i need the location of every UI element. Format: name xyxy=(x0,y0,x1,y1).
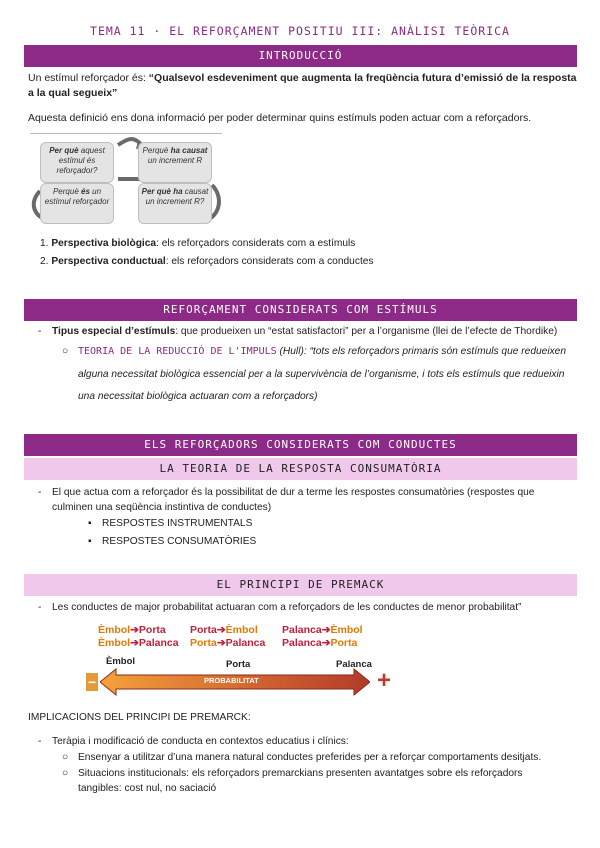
implication-item: ○ Situacions institucionals: els reforçadors premarckians presenten avantatges sobre els reforçadors tangibles: cost nul, no saciació xyxy=(62,768,523,794)
premack-pair: Porta➔Palanca xyxy=(190,637,266,649)
perspective-list xyxy=(40,236,570,269)
theory-title: TEORIA DE LA REDUCCIÓ DE L'IMPULS xyxy=(78,346,277,357)
list-item: ▪ RESPOSTES INSTRUMENTALS xyxy=(88,518,253,529)
implications-bullet: - Teràpia i modificació de conducta en contextos educatius i clínics: xyxy=(38,736,349,747)
square-bullet-icon: ▪ xyxy=(88,536,92,547)
square-bullet-icon: ▪ xyxy=(88,518,92,529)
scale-label-embol: Èmbol xyxy=(106,656,136,667)
dash-marker: - xyxy=(38,736,42,747)
dash-marker: - xyxy=(38,326,42,337)
premack-principle: - Les conductes de major probabilitat actuaran com a reforçadors de les conductes de menor probabilitat” xyxy=(38,602,522,613)
premack-pair: Porta➔Èmbol xyxy=(190,624,258,636)
estimuls-bullet: - Tipus especial d’estímuls: que produeixen un “estat satisfactori” per a l’organisme (llei de l’efecte de Thordike) xyxy=(38,326,558,337)
circle-marker: ○ xyxy=(62,768,69,779)
page-title: TEMA 11 · EL REFORÇAMENT POSITIU III: ANÀLISI TEÒRICA xyxy=(90,24,510,38)
circle-marker: ○ xyxy=(62,346,69,357)
list-item: ▪ RESPOSTES CONSUMATÒRIES xyxy=(88,536,257,547)
cycle-box-why-increase: Per què ha causat un increment R? xyxy=(138,183,212,224)
probability-label: PROBABILITAT xyxy=(204,676,259,685)
premack-pair: Èmbol➔Porta xyxy=(98,624,166,636)
minus-icon: − xyxy=(87,674,97,690)
cycle-box-why-reinforcer: Per què aquest estímul és reforçador? xyxy=(40,142,114,183)
section-header-intro: INTRODUCCIÓ xyxy=(24,45,577,67)
resposta-text: - El que actua com a reforçador és la possibilitat de dur a terme les respostes consumatòries (respostes que culminen una seqüència instintiva de conductes) xyxy=(38,487,535,513)
premack-pair: Èmbol➔Palanca xyxy=(98,637,179,649)
definition-prefix: Un estímul reforçador és: xyxy=(28,72,149,84)
scale-label-porta: Porta xyxy=(226,659,251,670)
intro-paragraph: Aquesta definició ens dona informació per poder determinar quins estímuls poden actuar com a reforçadors. xyxy=(28,112,532,124)
definition xyxy=(28,71,578,101)
subsection-header-resposta: LA TEORIA DE LA RESPOSTA CONSUMATÒRIA xyxy=(24,458,577,480)
scale-label-palanca: Palanca xyxy=(336,659,372,670)
plus-icon: + xyxy=(376,667,391,694)
section-header-estimuls: REFORÇAMENT CONSIDERATS COM ESTÍMULS xyxy=(24,299,577,321)
subsection-header-premack: EL PRINCIPI DE PREMACK xyxy=(24,574,577,596)
list-item: 2. Perspectiva conductual: els reforçadors considerats com a conductes xyxy=(40,256,374,267)
premack-pair: Palanca➔Èmbol xyxy=(282,624,363,636)
list-item: 1. Perspectiva biològica: els reforçadors considerats com a estímuls xyxy=(40,238,356,249)
reinforcer-cycle-diagram xyxy=(30,133,222,225)
theory-line3: una necessitat biològica actuaran com a reforçadors) xyxy=(78,391,318,402)
probability-scale xyxy=(86,668,398,698)
dash-marker: - xyxy=(38,487,42,498)
implications-title: IMPLICACIONS DEL PRINCIPI DE PREMARCK: xyxy=(28,712,251,723)
drive-reduction-theory: ○ TEORIA DE LA REDUCCIÓ DE L'IMPULS (Hull): “tots els reforçadors primaris són estímuls que redueixen xyxy=(62,346,567,357)
dash-marker: - xyxy=(38,602,42,613)
cycle-box-is-reinforcer: Perquè és un estímul reforçador xyxy=(40,183,114,224)
implication-item: ○ Ensenyar a utilitzar d’una manera natural conductes preferides per a reforçar comportaments desitjats. xyxy=(62,752,542,763)
circle-marker: ○ xyxy=(62,752,69,763)
response-types-list xyxy=(88,516,257,549)
definition-quote: “Qualsevol esdeveniment que augmenta la freqüència futura d’emissió de la resposta a la qual segueix” xyxy=(28,72,577,99)
premack-pair: Palanca➔Porta xyxy=(282,637,358,649)
cycle-box-caused-increase: Perquè ha causat un increment R xyxy=(138,142,212,183)
theory-line2: alguna necessitat biològica essencial per a la supervivència de l’organisme, i tots els estímuls que redueixin xyxy=(78,369,565,380)
section-header-conductes: ELS REFORÇADORS CONSIDERATS COM CONDUCTES xyxy=(24,434,577,456)
